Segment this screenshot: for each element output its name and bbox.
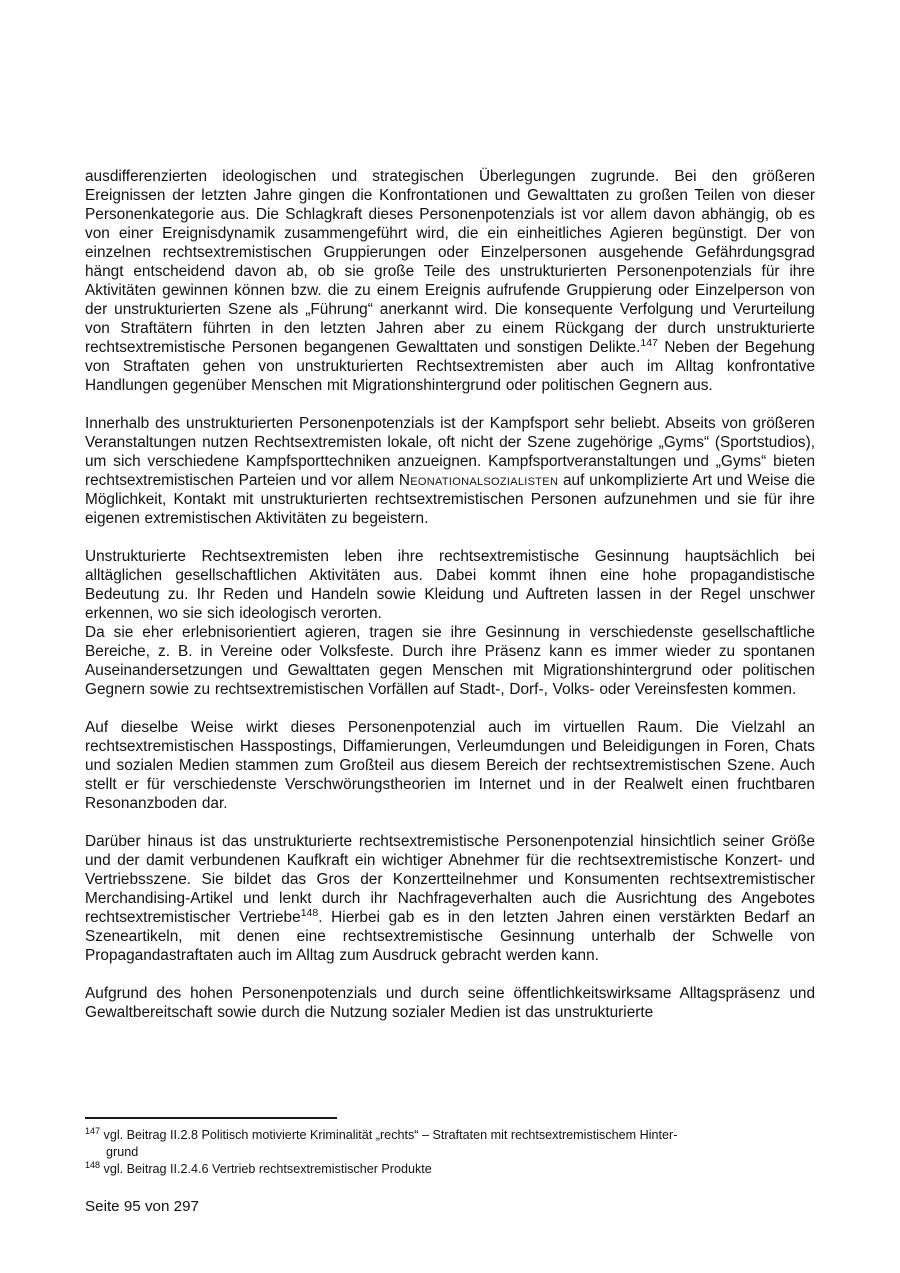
paragraph-1-text: ausdifferenzierten ideologischen und strategischen Überlegungen zugrunde. Bei den größeren Ereignissen der letzten Jahre gingen die Konfrontationen und Gewalttaten zu großen Teilen von dieser Personenkategorie aus. Die Schlagkraft dieses Personenpotenzials ist vor allem davon abhängig, ob es von einer Ereignisdynamik zusammengeführt wird, die ein einheitliches Agieren begünstigt. Der von einzelnen rechtsextremistischen Gruppierungen oder Einzelpersonen ausgehende Gefährdungsgrad hängt entscheidend davon ab, ob sie große Teile des unstrukturierten Personenpotenzials für ihre Aktivitäten gewinnen können bzw. die zu einem Ereignis aufrufende Gruppierung oder Einzelperson von der unstrukturierten Szene als „Führung“ anerkannt wird. Die konsequente Verfolgung und Verurteilung von Straftätern führten in den letzten Jahren aber zu einem Rückgang der durch unstrukturierte rechtsextremistische Personen begangenen Gewalttaten und sonstigen Delikte.: [85, 168, 815, 356]
paragraph-2-text-cont: auf unkomplizierte Art und Weise die Möglichkeit, Kontakt mit unstrukturierten rechtsextremistischen Personen aufzunehmen und sie für ihre eigenen extremistischen Aktivitäten zu begeistern.: [85, 472, 815, 527]
paragraph-5: [85, 718, 815, 813]
footnote-148: [85, 1161, 815, 1178]
footnote-ref-148: 148: [300, 906, 319, 919]
footnote-147: [85, 1127, 815, 1161]
footnote-147-number: 147: [85, 1125, 101, 1136]
paragraph-2-text: Innerhalb des unstrukturierten Personenpotenzials ist der Kampfsport sehr beliebt. Abseits von größeren Veranstaltungen nutzen Rechtsextremisten lokale, oft nicht der Szene zugehörige „Gyms“ (Sportstudios), um sich verschiedene Kampfsporttechniken anzueignen. Kampfsportveranstaltungen und „Gyms“ bieten rechtsextremistischen Parteien und vor allem: [85, 415, 815, 489]
paragraph-1-text-cont: Neben der Begehung von Straftaten gehen von unstrukturierten Rechtsextremisten aber auch im Alltag konfrontative Handlungen gegenüber Menschen mit Migrationshintergrund oder politischen Gegnern aus.: [85, 339, 815, 394]
page-number: Seite 95 von 297: [85, 1198, 199, 1215]
footnote-separator: [85, 1117, 337, 1119]
footnote-148-text: vgl. Beitrag II.2.4.6 Vertrieb rechtsextremistischer Produkte: [103, 1162, 432, 1176]
paragraph-4: [85, 623, 815, 699]
footnote-148-number: 148: [85, 1159, 101, 1170]
footnote-area: [85, 1117, 815, 1178]
paragraph-5-text: Auf dieselbe Weise wirkt dieses Personenpotenzial auch im virtuellen Raum. Die Vielzahl an rechtsextremistischen Hasspostings, Diffamierungen, Verleumdungen und Beleidigungen in Foren, Chats und sozialen Medien stammen zum Großteil aus diesem Bereich der rechtsextremistischen Szene. Auch stellt er für verschiedenste Verschwörungstheorien im Internet und in der Realwelt einen fruchtbaren Resonanzboden dar.: [85, 719, 815, 812]
paragraph-7-text: Aufgrund des hohen Personenpotenzials und durch seine öffentlichkeitswirksame Alltagspräsenz und Gewaltbereitschaft sowie durch die Nutzung sozialer Medien ist das unstrukturierte: [85, 985, 815, 1021]
paragraph-1: [85, 167, 815, 395]
paragraph-6: [85, 832, 815, 965]
paragraph-3: [85, 547, 815, 623]
paragraph-6-text: Darüber hinaus ist das unstrukturierte rechtsextremistische Personenpotenzial hinsichtlich seiner Größe und der damit verbundenen Kaufkraft ein wichtiger Abnehmer für die rechtsextremistische Konzert- und Vertriebsszene. Sie bildet das Gros der Konzertteilnehmer und Konsumenten rechtsextremistischer Merchandising-Artikel und lenkt durch ihr Nachfrageverhalten auch die Ausrichtung des Angebotes rechtsextremistischer Vertriebe: [85, 833, 815, 926]
footnote-147-line2: grund: [106, 1145, 139, 1159]
paragraph-2-smallcaps-term: Neonationalsozialisten: [398, 472, 559, 489]
paragraph-6-text-cont: . Hierbei gab es in den letzten Jahren einen verstärkten Bedarf an Szeneartikeln, mit denen eine rechtsextremistische Gesinnung unterhalb der Schwelle von Propagandastraftaten auch im Alltag zum Ausdruck gebracht werden kann.: [85, 909, 815, 964]
paragraph-2: [85, 414, 815, 528]
footnote-147-line1: vgl. Beitrag II.2.8 Politisch motivierte Kriminalität „rechts“ – Straftaten mit rechtsextremistischem Hinter-: [103, 1128, 678, 1142]
body-text: [85, 167, 815, 1022]
paragraph-4-text: Da sie eher erlebnisorientiert agieren, tragen sie ihre Gesinnung in verschiedenste gesellschaftliche Bereiche, z. B. in Vereine oder Volksfeste. Durch ihre Präsenz kann es immer wieder zu spontanen Auseinandersetzungen und Gewalttaten gegen Menschen mit Migrationshintergrund oder politischen Gegnern sowie zu rechtsextremistischen Vorfällen auf Stadt-, Dorf-, Volks- oder Vereinsfesten kommen.: [85, 624, 815, 698]
paragraph-7: [85, 984, 815, 1022]
footnote-ref-147: 147: [640, 336, 658, 349]
paragraph-3-text: Unstrukturierte Rechtsextremisten leben ihre rechtsextremistische Gesinnung hauptsächlich bei alltäglichen gesellschaftlichen Aktivitäten aus. Dabei kommt ihnen eine hohe propagandistische Bedeutung zu. Ihr Reden und Handeln sowie Kleidung und Auftreten lassen in der Regel unschwer erkennen, wo sie sich ideologisch verorten.: [85, 548, 815, 622]
